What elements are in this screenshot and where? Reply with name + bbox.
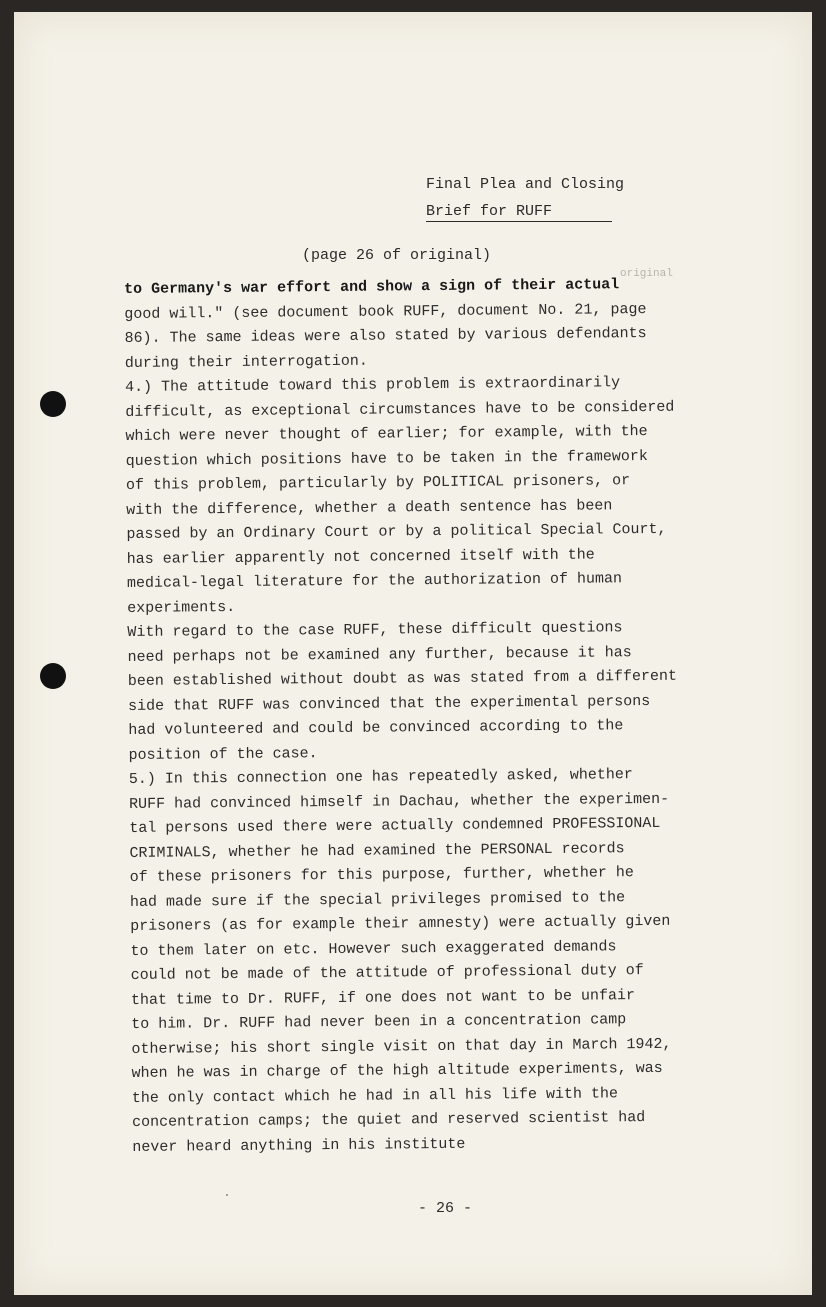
body-line: difficult, as exceptional circumstances have to be considered: [125, 398, 675, 421]
body-lines: [124, 296, 772, 1160]
body-line: prisoners (as for example their amnesty) were actually given: [130, 912, 671, 935]
body-line: the only contact which he had in all his life with the: [131, 1084, 619, 1107]
body-line: to them later on etc. However such exaggerated demands: [130, 937, 617, 960]
page-reference: (page 26 of original): [302, 247, 492, 264]
body-line: had made sure if the special privileges promised to the: [129, 888, 626, 911]
body-line: experiments.: [127, 598, 236, 617]
body-line: CRIMINALS, whether he had examined the PERSONAL records: [129, 839, 625, 862]
body-line: to him. Dr. RUFF had never been in a concentration camp: [131, 1011, 627, 1033]
header-title-line1: Final Plea and Closing: [426, 176, 625, 193]
body-line: position of the case.: [128, 744, 318, 764]
body-line: 86). The same ideas were also stated by various defendants: [124, 324, 647, 347]
body-line: that time to Dr. RUFF, if one does not want to be unfair: [130, 986, 636, 1009]
body-line: with the difference, whether a death sentence has been: [126, 496, 613, 519]
body-line: could not be made of the attitude of professional duty of: [130, 962, 644, 984]
body-line: otherwise; his short single visit on that day in March 1942,: [131, 1035, 672, 1058]
body-line: during their interrogation.: [124, 352, 368, 372]
body-line: of these prisoners for this purpose, further, whether he: [129, 864, 634, 886]
paper-speck: [226, 1194, 228, 1196]
body-line: which were never thought of earlier; for example, with the: [125, 422, 648, 445]
body-line: 5.) In this connection one has repeatedly asked, whether: [128, 766, 633, 788]
body-line: has earlier apparently not concerned itself with the: [126, 545, 595, 568]
body-line: of this problem, particularly by POLITICAL prisoners, or: [125, 472, 631, 494]
body-line: been established without doubt as was stated from a different: [127, 667, 678, 690]
faint-margin-note: original: [620, 268, 673, 280]
body-line: medical-legal literature for the authorization of human: [126, 570, 623, 592]
body-line: had volunteered and could be convinced according to the: [128, 717, 624, 739]
body-line: side that RUFF was convinced that the experimental persons: [128, 692, 651, 715]
header-title-line2: Brief for RUFF: [426, 203, 612, 222]
body-line: concentration camps; the quiet and reserved scientist had: [132, 1109, 646, 1131]
punch-hole-bottom: [40, 663, 66, 689]
body-line-bold: to Germany's war effort and show a sign of their actual: [124, 276, 620, 298]
body-line: tal persons used there were actually condemned PROFESSIONAL: [129, 814, 661, 837]
body-line: 4.) The attitude toward this problem is extraordinarily: [124, 374, 621, 396]
body-text: [124, 272, 772, 1160]
body-line: RUFF had convinced himself in Dachau, whether the experimen-: [128, 790, 670, 813]
body-line: when he was in charge of the high altitude experiments, was: [131, 1059, 663, 1082]
body-line: question which positions have to be taken in the framework: [125, 447, 648, 470]
body-line: never heard anything in his institute: [132, 1135, 466, 1156]
body-line: With regard to the case RUFF, these difficult questions: [127, 619, 623, 641]
body-line: good will." (see document book RUFF, document No. 21, page: [124, 300, 647, 323]
body-line: passed by an Ordinary Court or by a political Special Court,: [126, 520, 667, 543]
page-number: - 26 -: [418, 1200, 473, 1217]
punch-hole-top: [40, 391, 66, 417]
body-line: need perhaps not be examined any further, because it has: [127, 643, 632, 666]
